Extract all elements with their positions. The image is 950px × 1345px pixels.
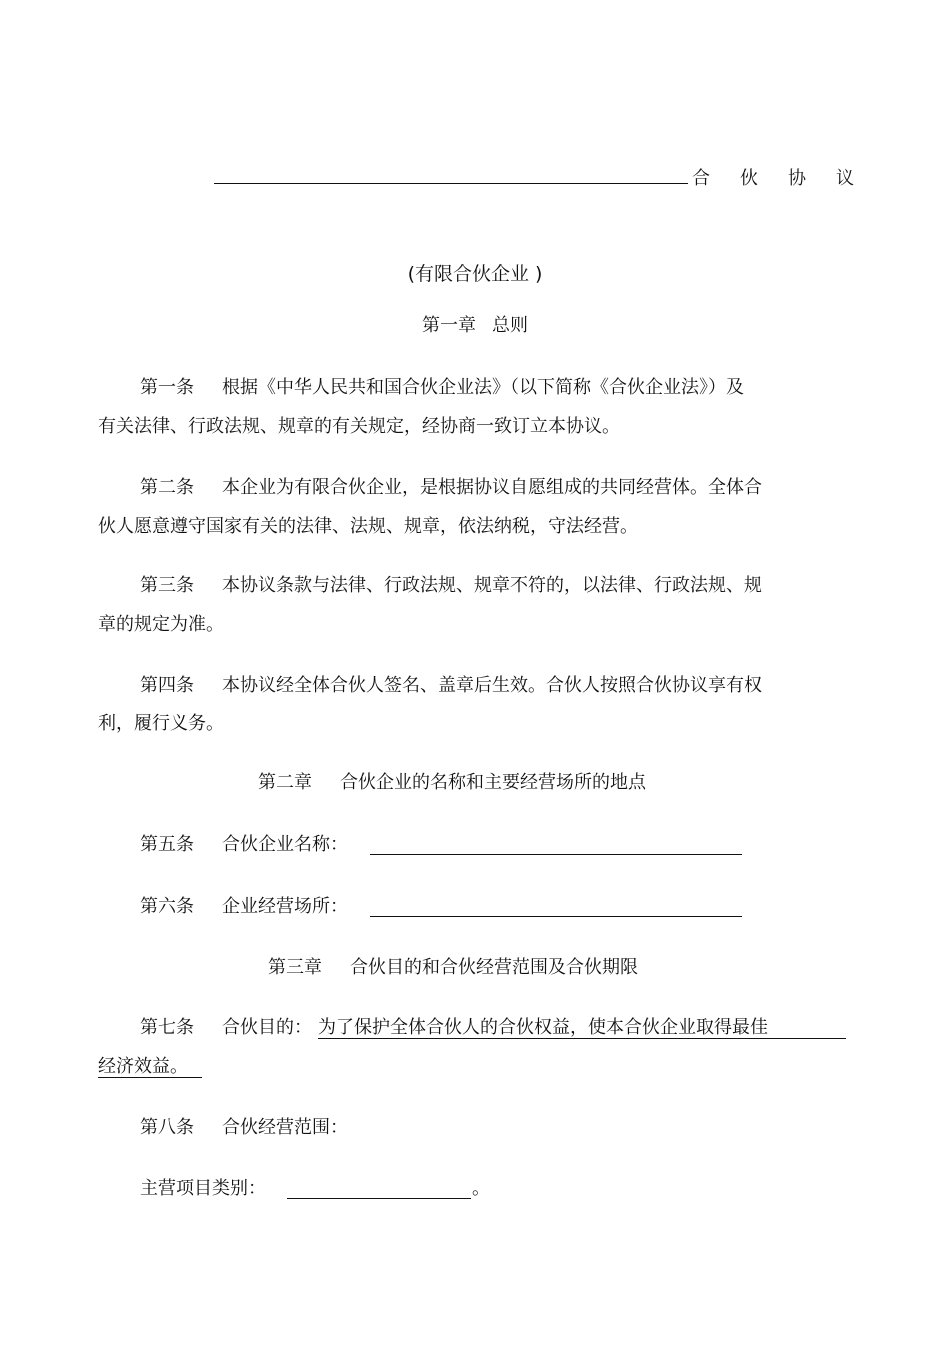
article-8-field: 合伙经营范围： [222, 1117, 348, 1138]
article-3-line-1 [140, 574, 762, 598]
article-6-line [140, 895, 348, 919]
article-8-line [140, 1116, 348, 1140]
article-7-label: 第七条 [140, 1017, 194, 1038]
title-line [214, 165, 860, 191]
article-6-label: 第六条 [140, 896, 194, 917]
main-category-end: 。 [472, 1178, 490, 1199]
article-3-text-2: 章的规定为准。 [98, 614, 224, 635]
article-6-field: 企业经营场所： [222, 896, 348, 917]
chapter-3-label: 第三章 [268, 957, 322, 978]
article-7-field: 合伙目的： [222, 1017, 312, 1038]
article-7-value-2: 经济效益。 [98, 1056, 188, 1077]
article-2-label: 第二条 [140, 477, 194, 498]
article-2-text-2: 伙人愿意遵守国家有关的法律、法规、规章，依法纳税，守法经营。 [98, 516, 638, 537]
article-1-text-2: 有关法律、行政法规、规章的有关规定，经协商一致订立本协议。 [98, 416, 620, 437]
chapter-1-title: 总则 [492, 315, 528, 336]
chapter-2-title: 合伙企业的名称和主要经营场所的地点 [340, 772, 646, 793]
chapter-2-heading [258, 771, 646, 795]
article-4-text-1: 本协议经全体合伙人签名、盖章后生效。合伙人按照合伙协议享有权 [222, 675, 762, 696]
article-4-line-1 [140, 674, 762, 698]
chapter-3-title: 合伙目的和合伙经营范围及合伙期限 [350, 957, 638, 978]
main-category-line [140, 1177, 266, 1201]
article-8-label: 第八条 [140, 1117, 194, 1138]
article-7-line-1 [140, 1016, 312, 1040]
document-title: 合 伙 协 议 [692, 168, 860, 189]
article-1-line-1 [140, 376, 744, 400]
chapter-3-heading [268, 956, 638, 980]
chapter-2-label: 第二章 [258, 772, 312, 793]
enterprise-name-blank[interactable] [370, 836, 742, 855]
article-7-value-1-wrap[interactable] [318, 1016, 846, 1039]
article-4-label: 第四条 [140, 675, 194, 696]
article-2-text-1: 本企业为有限合伙企业，是根据协议自愿组成的共同经营体。全体合 [222, 477, 762, 498]
article-5-line [140, 833, 348, 857]
chapter-1-label: 第一章 [422, 315, 476, 336]
article-7-value-1: 为了保护全体合伙人的合伙权益，使本合伙企业取得最佳 [318, 1017, 768, 1038]
main-category-field: 主营项目类别： [140, 1178, 266, 1199]
business-place-blank[interactable] [370, 898, 742, 917]
article-3-text-1: 本协议条款与法律、行政法规、规章不符的，以法律、行政法规、规 [222, 575, 762, 596]
article-1-text-1: 根据《中华人民共和国合伙企业法》（以下简称《合伙企业法》）及 [222, 377, 744, 398]
article-4-text-2: 利，履行义务。 [98, 713, 224, 734]
title-blank[interactable] [214, 165, 688, 184]
document-subtitle: (有限合伙企业 ) [407, 263, 543, 285]
article-2-line-1 [140, 476, 762, 500]
article-5-label: 第五条 [140, 834, 194, 855]
article-3-label: 第三条 [140, 575, 194, 596]
article-1-label: 第一条 [140, 377, 194, 398]
chapter-1-heading [0, 314, 950, 338]
article-5-field: 合伙企业名称： [222, 834, 348, 855]
main-category-blank[interactable] [287, 1180, 471, 1199]
article-7-value-2-wrap[interactable] [98, 1055, 202, 1078]
